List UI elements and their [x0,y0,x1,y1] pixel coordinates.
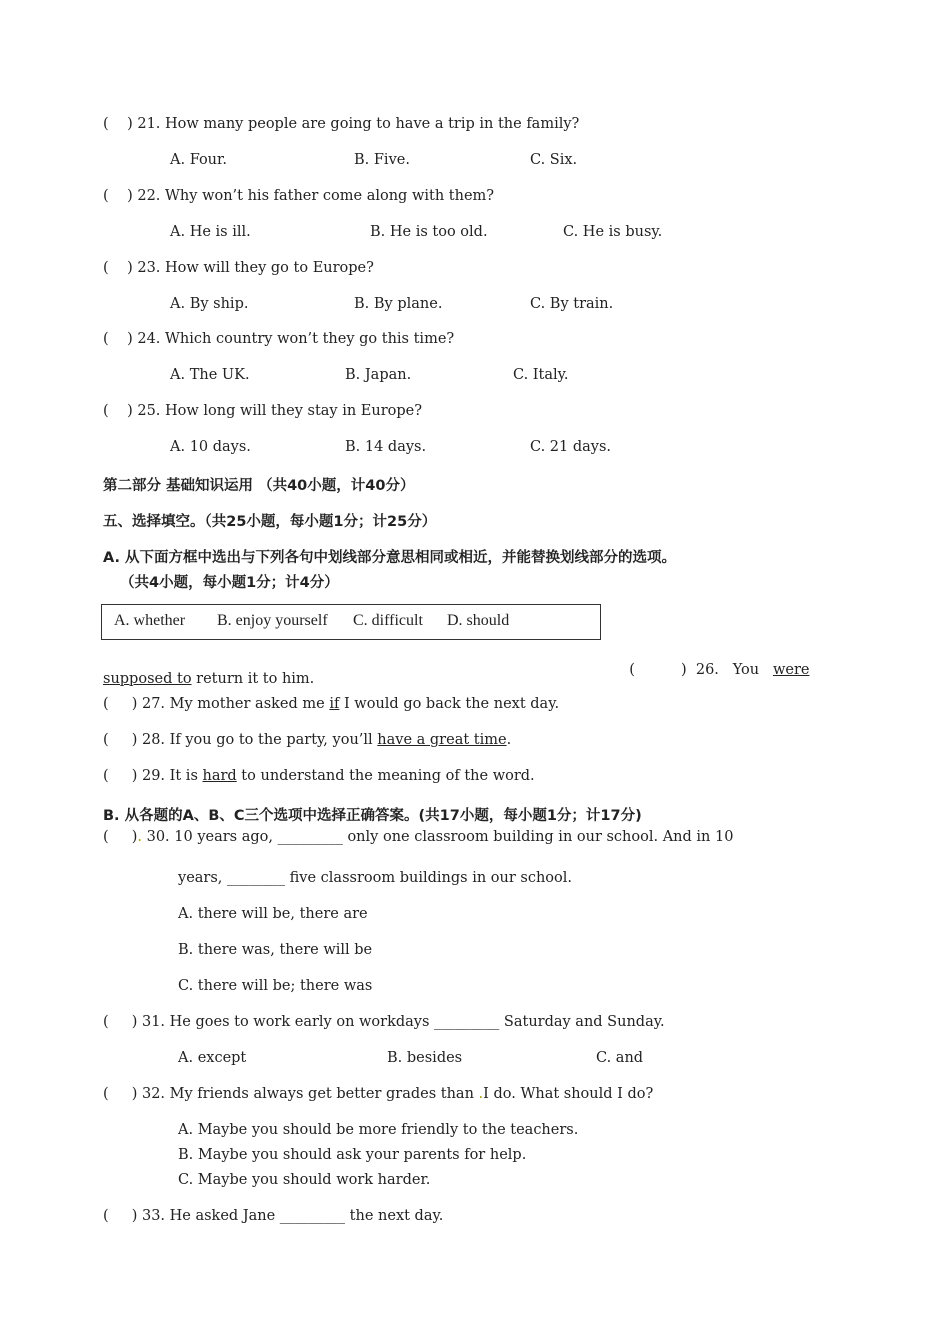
q32-option-c: C. Maybe you should work harder. [178,1172,431,1188]
q29-underlined: hard [202,768,237,784]
q21-option-b: B. Five. [354,152,410,168]
question-29: ( ) 29. It is hard to understand the meaning of the word. [103,768,535,784]
q23-option-a: A. By ship. [170,296,249,312]
box-option-a: A. whether [114,612,186,629]
question-30-cont: years, ________ five classroom buildings in our school. [178,870,572,886]
question-33: ( ) 33. He asked Jane _________ the next day. [103,1208,444,1224]
q25-option-b: B. 14 days. [345,439,427,455]
question-30: ( ). 30. 10 years ago, _________ only one classroom building in our school. And in 10 [103,829,734,845]
q24-option-b: B. Japan. [345,367,412,383]
question-22: ( ) 22. Why won’t his father come along with them? [103,188,495,204]
q26-underlined-phrase: supposed to [103,671,192,687]
question-21: ( ) 21. How many people are going to have a trip in the family? [103,116,580,132]
q31-option-b: B. besides [387,1050,463,1066]
box-option-b: B. enjoy yourself [217,612,328,629]
q21-option-c: C. Six. [530,152,578,168]
q30-option-a: A. there will be, there are [178,906,368,922]
q22-option-b: B. He is too old. [370,224,488,240]
question-25: ( ) 25. How long will they stay in Europe? [103,403,423,419]
box-option-d: D. should [447,612,510,629]
q26-underlined-were: were [772,662,810,678]
q27-underlined: if [329,696,340,712]
q24-option-a: A. The UK. [170,367,250,383]
q23-option-c: C. By train. [530,296,614,312]
q23-option-b: B. By plane. [354,296,443,312]
q31-option-a: A. except [178,1050,247,1066]
question-24: ( ) 24. Which country won’t they go this time? [103,331,455,347]
sectionA-subheading: （共4小题，每小题1分；计4分） [120,575,339,591]
q32-option-a: A. Maybe you should be more friendly to the teachers. [178,1122,579,1138]
question-32: ( ) 32. My friends always get better grades than .I do. What should I do? [103,1086,654,1102]
q30-option-b: B. there was, there will be [178,942,373,958]
q30-option-c: C. there will be; there was [178,978,373,994]
q22-option-c: C. He is busy. [563,224,663,240]
question-28: ( ) 28. If you go to the party, you’ll have a great time. [103,732,512,748]
box-option-c: C. difficult [353,612,423,629]
sectionB-heading: B. 从各题的A、B、C三个选项中选择正确答案。(共17小题，每小题1分；计17分) [103,808,642,824]
option-box [101,604,601,640]
q24-option-c: C. Italy. [513,367,569,383]
sectionA-heading: A. 从下面方框中选出与下列各句中划线部分意思相同或相近，并能替换划线部分的选项。 [103,550,677,566]
question-31: ( ) 31. He goes to work early on workdays _________ Saturday and Sunday. [103,1014,665,1030]
q21-option-a: A. Four. [170,152,227,168]
q22-option-a: A. He is ill. [170,224,251,240]
section5-heading: 五、选择填空。（共25小题，每小题1分；计25分） [103,514,437,530]
question-26-start: ( ) 26. You were [629,662,810,678]
question-27: ( ) 27. My mother asked me if I would go back the next day. [103,696,560,712]
q25-option-c: C. 21 days. [530,439,612,455]
q32-option-b: B. Maybe you should ask your parents for help. [178,1147,527,1163]
q31-option-c: C. and [596,1050,644,1066]
question-26-cont: supposed to return it to him. [103,671,315,687]
part2-heading: 第二部分 基础知识运用 （共40小题，计40分） [103,478,415,494]
q28-underlined: have a great time [377,732,507,748]
question-23: ( ) 23. How will they go to Europe? [103,260,374,276]
q25-option-a: A. 10 days. [170,439,251,455]
